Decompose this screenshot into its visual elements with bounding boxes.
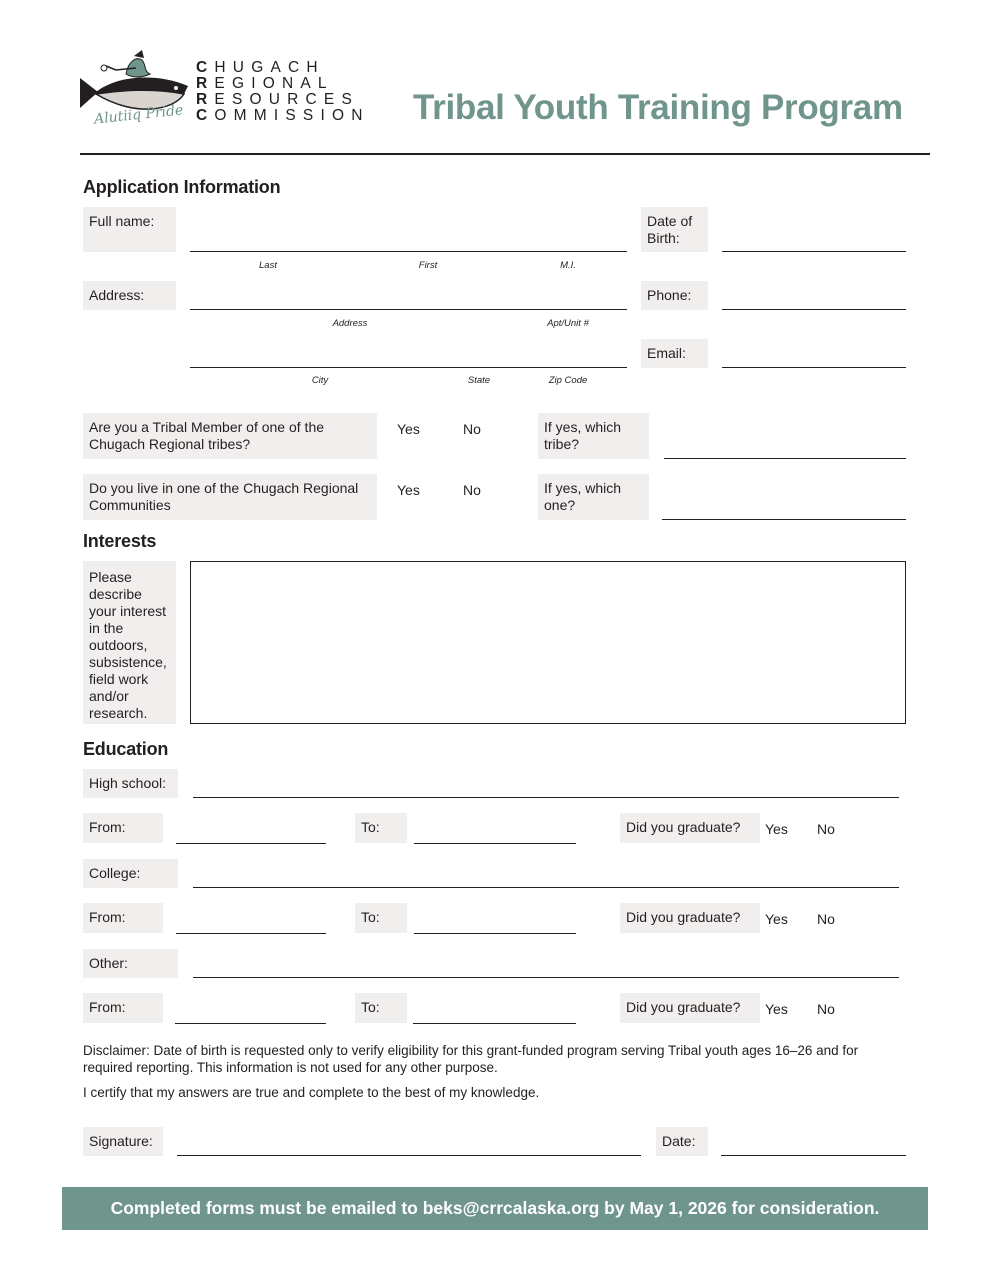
email-label: Email: <box>641 339 708 368</box>
page-title: Tribal Youth Training Program <box>413 88 903 127</box>
city-state-zip-input[interactable] <box>190 367 627 368</box>
college-from-input[interactable] <box>176 933 326 934</box>
community-followup-label: If yes, which one? <box>538 474 649 520</box>
full-name-input[interactable] <box>190 251 627 252</box>
interests-prompt: Please describe your interest in the outdoors, subsistence, field work and/or research. <box>83 561 176 724</box>
caption-state: State <box>467 375 491 386</box>
header-divider <box>80 153 930 155</box>
org-name-line-3: RESOURCES <box>196 91 359 108</box>
interests-heading: Interests <box>83 531 157 551</box>
other-from-input[interactable] <box>175 1023 326 1024</box>
caption-apt: Apt/Unit # <box>547 318 589 329</box>
caption-last: Last <box>259 260 277 271</box>
high-school-label: High school: <box>83 769 178 798</box>
community-question: Do you live in one of the Chugach Regional Communities <box>83 474 377 520</box>
high-school-to-label: To: <box>355 813 407 843</box>
other-label: Other: <box>83 949 178 978</box>
high-school-from-label: From: <box>83 813 163 843</box>
address-label: Address: <box>83 281 176 310</box>
logo-script-text: Alutiiq Pride <box>93 102 185 128</box>
other-to-label: To: <box>355 993 407 1023</box>
community-no-option[interactable]: No <box>463 482 481 498</box>
community-name-input[interactable] <box>662 519 906 520</box>
caption-first: First <box>418 260 438 271</box>
other-yes-option[interactable]: Yes <box>765 1001 788 1017</box>
email-input[interactable] <box>722 367 906 368</box>
other-graduate-label: Did you graduate? <box>620 993 760 1023</box>
dob-label: Date of Birth: <box>641 207 708 252</box>
tribal-member-question: Are you a Tribal Member of one of the Chugach Regional tribes? <box>83 413 377 459</box>
caption-city: City <box>311 375 329 386</box>
high-school-input[interactable] <box>193 797 899 798</box>
phone-input[interactable] <box>722 309 906 310</box>
interests-textarea[interactable] <box>190 561 906 724</box>
other-no-option[interactable]: No <box>817 1001 835 1017</box>
college-graduate-label: Did you graduate? <box>620 903 760 933</box>
college-from-label: From: <box>83 903 163 933</box>
other-to-input[interactable] <box>413 1023 576 1024</box>
address-input[interactable] <box>190 309 627 310</box>
high-school-yes-option[interactable]: Yes <box>765 821 788 837</box>
tribe-name-input[interactable] <box>664 458 906 459</box>
high-school-from-input[interactable] <box>176 843 326 844</box>
date-input[interactable] <box>721 1155 906 1156</box>
caption-mi: M.I. <box>560 260 576 271</box>
college-label: College: <box>83 859 178 888</box>
high-school-to-input[interactable] <box>414 843 576 844</box>
full-name-label: Full name: <box>83 207 176 252</box>
college-input[interactable] <box>193 887 899 888</box>
college-no-option[interactable]: No <box>817 911 835 927</box>
dob-input[interactable] <box>722 251 906 252</box>
phone-label: Phone: <box>641 281 708 310</box>
high-school-no-option[interactable]: No <box>817 821 835 837</box>
signature-label: Signature: <box>83 1127 163 1156</box>
footer-banner: Completed forms must be emailed to beks@crrcalaska.org by May 1, 2026 for consideration. <box>62 1187 928 1230</box>
signature-input[interactable] <box>177 1155 641 1156</box>
org-name-line-1: CHUGACH <box>196 59 325 76</box>
high-school-graduate-label: Did you graduate? <box>620 813 760 843</box>
org-name-line-2: REGIONAL <box>196 75 334 92</box>
org-name-line-4: COMMISSION <box>196 107 370 124</box>
community-yes-option[interactable]: Yes <box>397 482 420 498</box>
other-from-label: From: <box>83 993 163 1023</box>
tribal-yes-option[interactable]: Yes <box>397 421 420 437</box>
caption-zip: Zip Code <box>548 375 588 386</box>
caption-address: Address <box>332 318 368 329</box>
college-yes-option[interactable]: Yes <box>765 911 788 927</box>
application-heading: Application Information <box>83 177 281 197</box>
certify-text: I certify that my answers are true and complete to the best of my knowledge. <box>83 1085 540 1100</box>
college-to-input[interactable] <box>414 933 576 934</box>
disclaimer-text: Disclaimer: Date of birth is requested only to verify eligibility for this grant-funded program serving Tribal youth ages 16–26 and for required reporting. This information is not used for any other purpose. <box>83 1043 859 1075</box>
education-heading: Education <box>83 739 169 759</box>
college-to-label: To: <box>355 903 407 933</box>
tribal-followup-label: If yes, which tribe? <box>538 413 649 459</box>
other-input[interactable] <box>193 977 899 978</box>
date-label: Date: <box>656 1127 708 1156</box>
tribal-no-option[interactable]: No <box>463 421 481 437</box>
